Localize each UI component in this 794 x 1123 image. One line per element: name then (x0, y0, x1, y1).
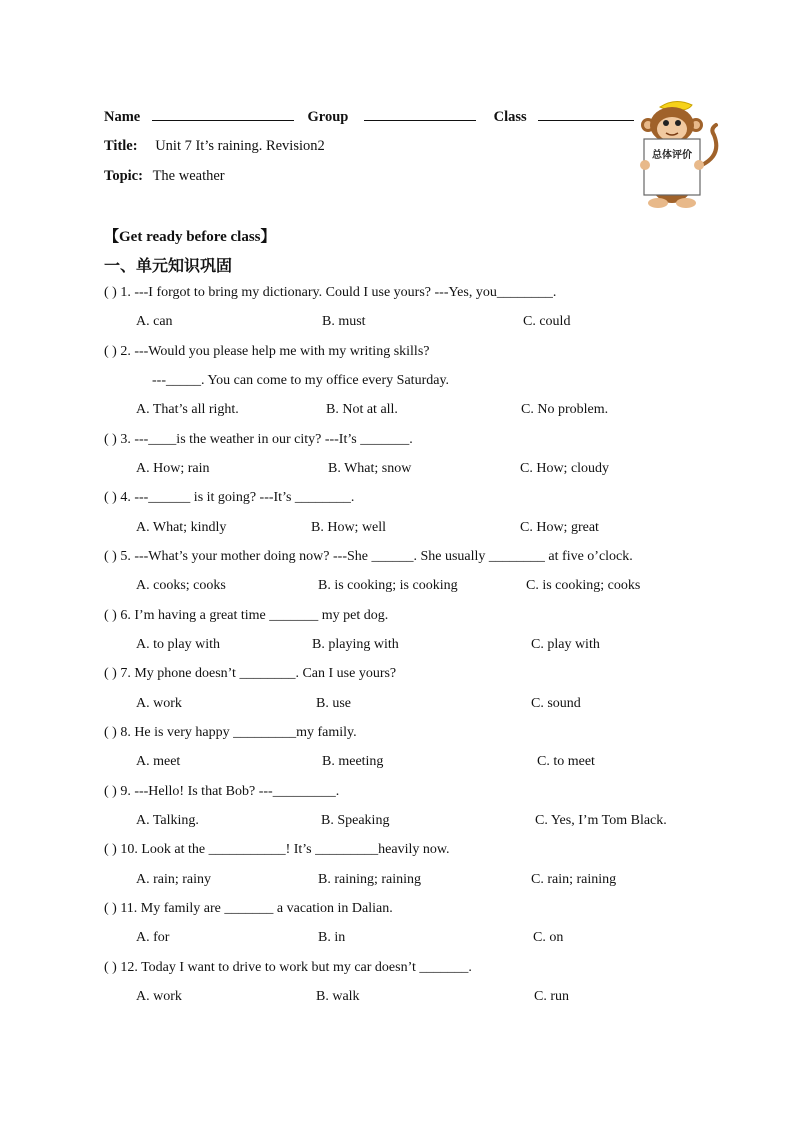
question-stem: ( ) 9. ---Hello! Is that Bob? ---_________. (104, 784, 340, 799)
section-subheading: 一、单元知识巩固 (104, 256, 233, 275)
class-label: Class (493, 109, 527, 125)
overall-evaluation-badge (630, 95, 722, 213)
question-stem-continued: ---_____. You can come to my office every Saturday. (152, 373, 450, 388)
option-b[interactable]: B. in (318, 930, 346, 945)
option-a[interactable]: A. How; rain (136, 461, 210, 476)
option-a[interactable]: A. Talking. (136, 813, 199, 828)
question-stem: ( ) 6. I’m having a great time _______ my pet dog. (104, 608, 389, 623)
option-c[interactable]: C. How; great (520, 520, 599, 535)
question-stem: ( ) 5. ---What’s your mother doing now? ---She ______. She usually ________ at five o’clock. (104, 549, 633, 564)
question-stem: ( ) 11. My family are _______ a vacation in Dalian. (104, 901, 393, 916)
option-c[interactable]: C. No problem. (521, 402, 609, 417)
question-stem: ( ) 3. ---____is the weather in our city? ---It’s _______. (104, 432, 413, 447)
option-b[interactable]: B. raining; raining (318, 872, 422, 887)
title-value: Unit 7 It’s raining. Revision2 (155, 138, 325, 154)
option-b[interactable]: B. is cooking; is cooking (318, 578, 458, 593)
option-a[interactable]: A. What; kindly (136, 520, 227, 535)
section-heading: 【Get ready before class】 (104, 229, 276, 245)
option-a[interactable]: A. work (136, 696, 182, 711)
question-stem: ( ) 4. ---______ is it going? ---It’s ________. (104, 490, 355, 505)
option-a[interactable]: A. That’s all right. (136, 402, 239, 417)
option-c[interactable]: C. run (534, 989, 569, 1004)
option-b[interactable]: B. What; snow (328, 461, 412, 476)
group-label: Group (307, 109, 349, 125)
option-a[interactable]: A. to play with (136, 637, 220, 652)
option-a[interactable]: A. can (136, 314, 173, 329)
topic-label: Topic: (104, 168, 143, 184)
question-stem: ( ) 8. He is very happy _________my family. (104, 725, 357, 740)
question-stem: ( ) 1. ---I forgot to bring my dictionary. Could I use yours? ---Yes, you________. (104, 285, 557, 300)
option-c[interactable]: C. rain; raining (531, 872, 617, 887)
badge-text: 总体评价 (652, 150, 692, 161)
option-b[interactable]: B. walk (316, 989, 360, 1004)
option-c[interactable]: C. How; cloudy (520, 461, 610, 476)
option-a[interactable]: A. work (136, 989, 182, 1004)
option-a[interactable]: A. cooks; cooks (136, 578, 226, 593)
question-stem: ( ) 7. My phone doesn’t ________. Can I use yours? (104, 666, 397, 681)
name-row (104, 108, 634, 126)
option-b[interactable]: B. must (322, 314, 366, 329)
option-c[interactable]: C. sound (531, 696, 581, 711)
class-field[interactable] (538, 108, 634, 121)
monkey-holding-banana-icon (630, 95, 722, 213)
option-c[interactable]: C. on (533, 930, 564, 945)
option-c[interactable]: C. to meet (537, 754, 595, 769)
name-label: Name (104, 109, 141, 125)
title-row (104, 138, 325, 155)
topic-row (104, 168, 225, 185)
topic-value: The weather (152, 168, 225, 184)
question-stem: ( ) 12. Today I want to drive to work but my car doesn’t _______. (104, 960, 472, 975)
option-a[interactable]: A. for (136, 930, 170, 945)
option-c[interactable]: C. is cooking; cooks (526, 578, 641, 593)
option-b[interactable]: B. playing with (312, 637, 399, 652)
title-label: Title: (104, 138, 138, 154)
option-b[interactable]: B. use (316, 696, 351, 711)
option-a[interactable]: A. rain; rainy (136, 872, 212, 887)
option-b[interactable]: B. Speaking (321, 813, 390, 828)
option-b[interactable]: B. meeting (322, 754, 384, 769)
option-c[interactable]: C. play with (531, 637, 600, 652)
option-a[interactable]: A. meet (136, 754, 181, 769)
option-c[interactable]: C. Yes, I’m Tom Black. (535, 813, 667, 828)
option-b[interactable]: B. Not at all. (326, 402, 398, 417)
question-stem: ( ) 10. Look at the ___________! It’s _________heavily now. (104, 842, 450, 857)
name-field[interactable] (152, 108, 294, 121)
option-c[interactable]: C. could (523, 314, 571, 329)
question-stem: ( ) 2. ---Would you please help me with my writing skills? (104, 344, 430, 359)
option-b[interactable]: B. How; well (311, 520, 387, 535)
group-field[interactable] (364, 108, 476, 121)
